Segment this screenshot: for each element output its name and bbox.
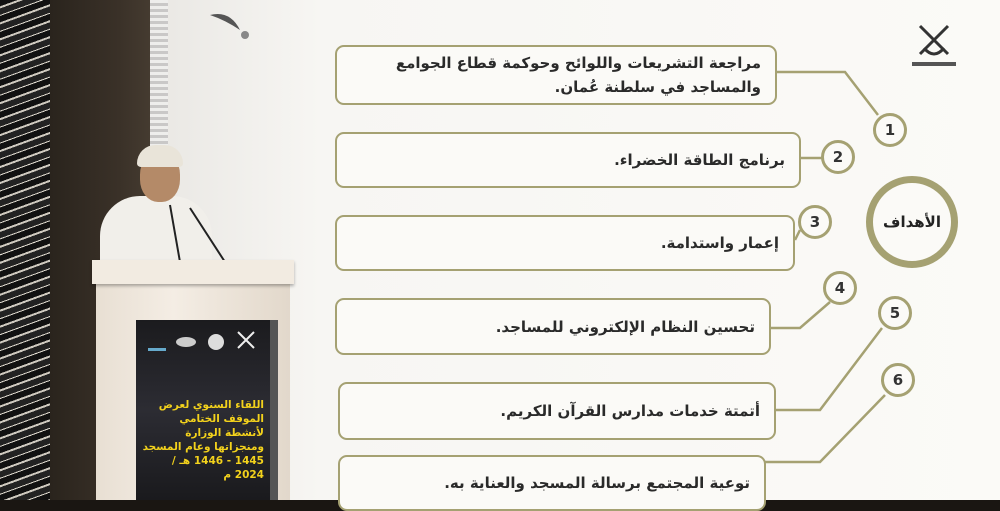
goal-text: برنامج الطاقة الخضراء. <box>614 151 785 169</box>
goal-text: إعمار واستدامة. <box>660 234 779 252</box>
goal-box-2 <box>335 132 801 188</box>
goal-box-6 <box>338 455 766 511</box>
goal-text: توعية المجتمع برسالة المسجد والعناية به. <box>444 474 750 492</box>
goal-box-5 <box>338 382 776 440</box>
goal-number-5: 5 <box>878 296 912 330</box>
goal-number-1: 1 <box>873 113 907 147</box>
goal-number-6: 6 <box>881 363 915 397</box>
center-label: الأهداف <box>883 213 941 231</box>
poster-text: اللقاء السنوي لعرض الموقف الختامي لأنشطة الوزارة ومنجزاتها وعام المسجد 1445 - 1446 هـ / 2024 م <box>142 399 264 481</box>
goal-box-4 <box>335 298 771 355</box>
podium-top <box>92 260 294 284</box>
poster-logos-icon <box>146 328 261 358</box>
goal-number-2: 2 <box>821 140 855 174</box>
goal-box-1 <box>335 45 777 105</box>
goals-center-circle <box>866 176 958 268</box>
goal-text: أتمتة خدمات مدارس القرآن الكريم. <box>500 402 760 420</box>
goal-box-3 <box>335 215 795 271</box>
goal-number-3: 3 <box>798 205 832 239</box>
goal-text: تحسين النظام الإلكتروني للمساجد. <box>495 317 755 336</box>
podium-poster <box>136 320 278 500</box>
goal-number-4: 4 <box>823 271 857 305</box>
speaker-cap <box>137 145 183 167</box>
goal-text: مراجعة التشريعات واللوائح وحوكمة قطاع الجوامع والمساجد في سلطنة عُمان. <box>395 54 761 96</box>
